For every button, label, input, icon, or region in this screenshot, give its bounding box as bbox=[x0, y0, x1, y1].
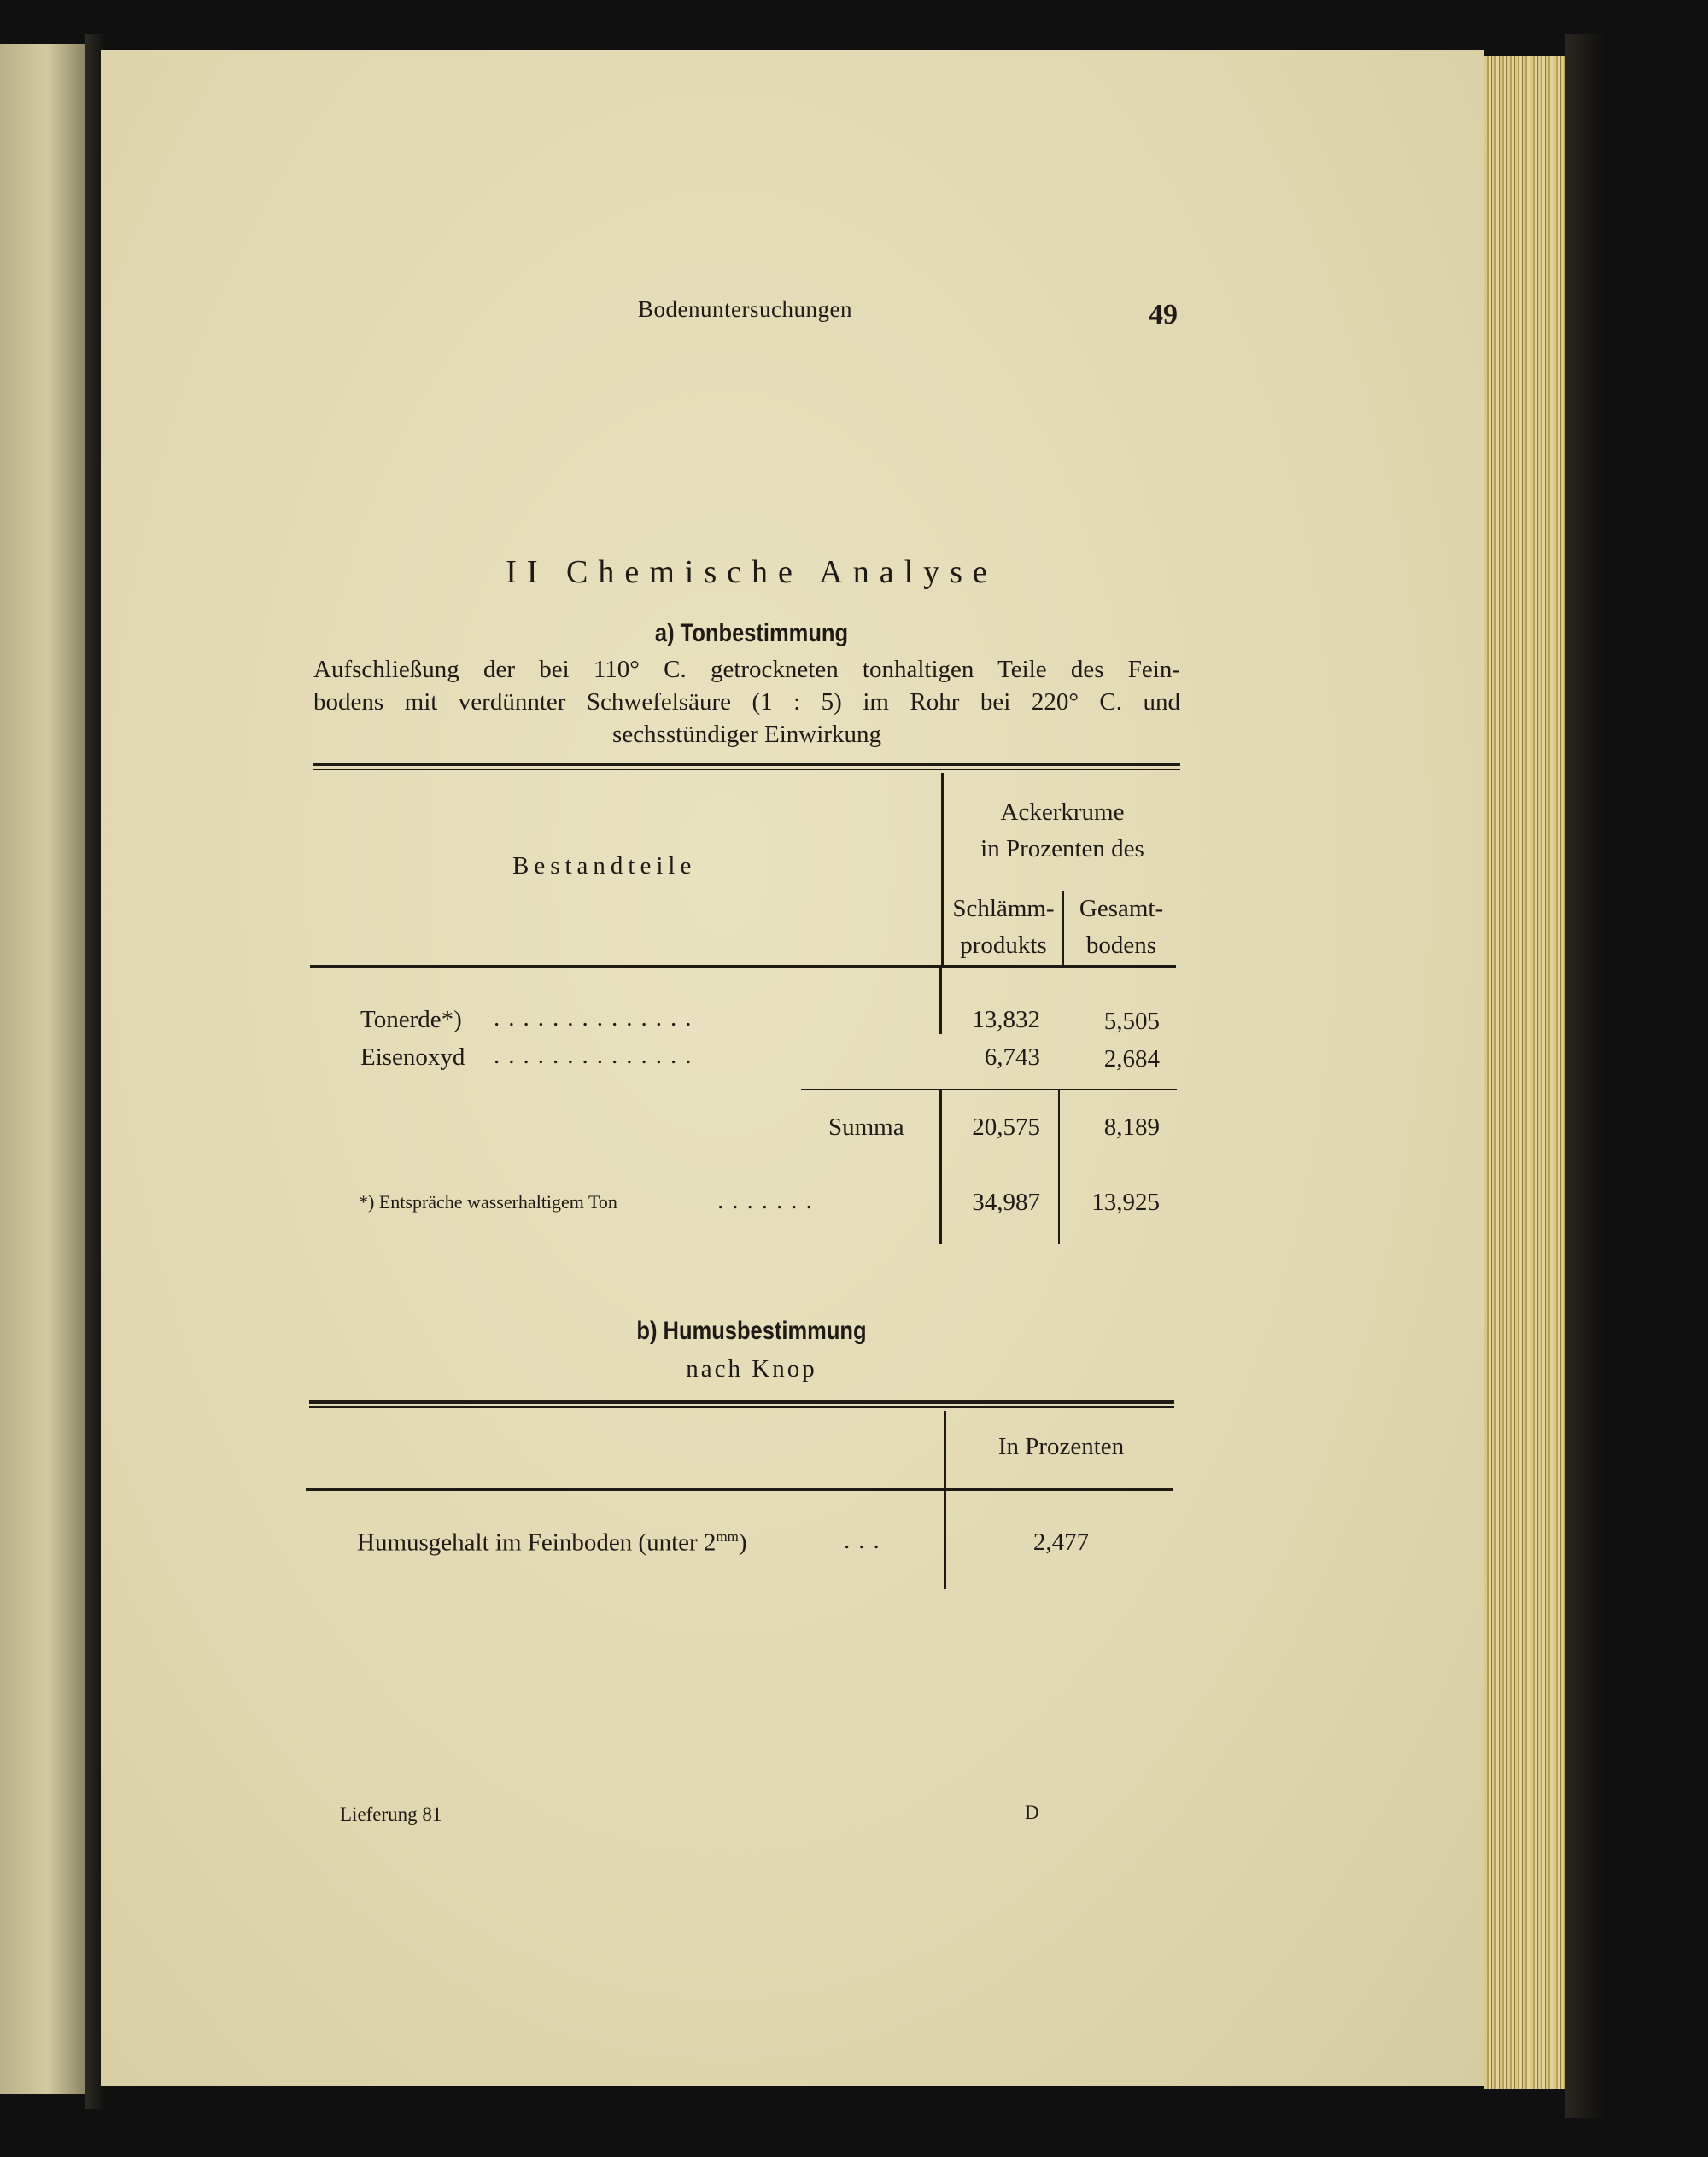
humus-row-unit: mm bbox=[716, 1529, 739, 1545]
table-a-body-divider bbox=[939, 968, 942, 1034]
intro-line-2: bodens mit verdünnter Schwefelsäure (1 : 5) im Rohr bei 220° C. und bbox=[313, 688, 1180, 716]
header-produkts: produkts bbox=[960, 932, 1047, 959]
facing-page-edge bbox=[0, 44, 85, 2094]
summa-value-1: 20,575 bbox=[972, 1114, 1040, 1141]
running-head: Bodenuntersuchungen bbox=[638, 296, 852, 322]
footer-signature: D bbox=[1025, 1802, 1039, 1823]
table-a-top-rule-thin bbox=[313, 769, 1180, 770]
footnote-label: *) Entspräche wasserhaltigem Ton bbox=[359, 1191, 617, 1213]
summa-value-2: 8,189 bbox=[1103, 1114, 1160, 1141]
table-a-top-rule bbox=[313, 763, 1180, 766]
header-schlaemm: Schlämm- bbox=[952, 895, 1055, 922]
table-b-top-rule bbox=[309, 1400, 1174, 1404]
row-eisenoxyd-label: Eisenoxyd bbox=[360, 1043, 465, 1071]
footer-lieferung: Lieferung 81 bbox=[340, 1803, 442, 1825]
header-in-prozenten-des: in Prozenten des bbox=[980, 835, 1144, 862]
tonbestimmung-heading: a) Tonbestimmung bbox=[654, 619, 849, 647]
row-eisenoxyd-dots: .............. bbox=[494, 1042, 700, 1069]
header-gesamt: Gesamt- bbox=[1079, 895, 1164, 922]
row-tonerde-dots: .............. bbox=[494, 1004, 700, 1032]
humus-row-label: Humusgehalt im Feinboden (unter $2^{mm}$) bbox=[357, 1529, 747, 1557]
row-tonerde-value-2: 5,505 bbox=[1103, 1008, 1160, 1035]
header-bodens: bodens bbox=[1085, 932, 1157, 959]
humus-row-dots: ... bbox=[844, 1527, 888, 1554]
table-b-top-rule-thin bbox=[309, 1406, 1174, 1408]
footnote-dots: ....... bbox=[717, 1187, 821, 1214]
page-number: 49 bbox=[1149, 299, 1178, 330]
header-ackerkrume: Ackerkrume bbox=[1000, 798, 1125, 826]
humus-subheading: nach Knop bbox=[686, 1355, 817, 1382]
row-tonerde-value-1: 13,832 bbox=[972, 1006, 1040, 1033]
humus-row-value: 2,477 bbox=[1032, 1529, 1090, 1556]
intro-line-1: Aufschließung der bei 110° C. getrockneten tonhaltigen Teile des Fein- bbox=[313, 656, 1180, 683]
row-eisenoxyd-value-2: 2,684 bbox=[1103, 1045, 1160, 1073]
header-bestandteile: Bestandteile bbox=[512, 852, 697, 880]
book-cover-edge bbox=[1565, 34, 1608, 2118]
table-b-header-bottom-rule bbox=[306, 1488, 1173, 1491]
table-b-header-divider bbox=[944, 1411, 946, 1488]
summa-label: Summa bbox=[828, 1114, 904, 1141]
humusbestimmung-heading: b) Humusbestimmung bbox=[636, 1317, 867, 1345]
table-a-header-divider bbox=[941, 773, 944, 965]
row-tonerde-label: Tonerde*) bbox=[360, 1006, 462, 1033]
table-a-summa-divider bbox=[939, 1090, 942, 1244]
footnote-value-1: 34,987 bbox=[972, 1189, 1040, 1216]
table-a-summa-divider-2 bbox=[1058, 1090, 1060, 1244]
section-title: II Chemische Analyse bbox=[506, 554, 997, 590]
intro-line-3: sechsstündiger Einwirkung bbox=[612, 721, 881, 748]
table-b-header: In Prozenten bbox=[997, 1433, 1125, 1460]
page-stack-edges bbox=[1484, 56, 1565, 2089]
table-a-header-bottom-rule bbox=[310, 965, 1176, 968]
footnote-value-2: 13,925 bbox=[1091, 1189, 1160, 1216]
table-b-body-divider bbox=[944, 1491, 946, 1589]
book-page bbox=[101, 50, 1484, 2086]
row-eisenoxyd-value-1: 6,743 bbox=[984, 1043, 1040, 1071]
table-a-summa-rule bbox=[801, 1089, 1177, 1090]
